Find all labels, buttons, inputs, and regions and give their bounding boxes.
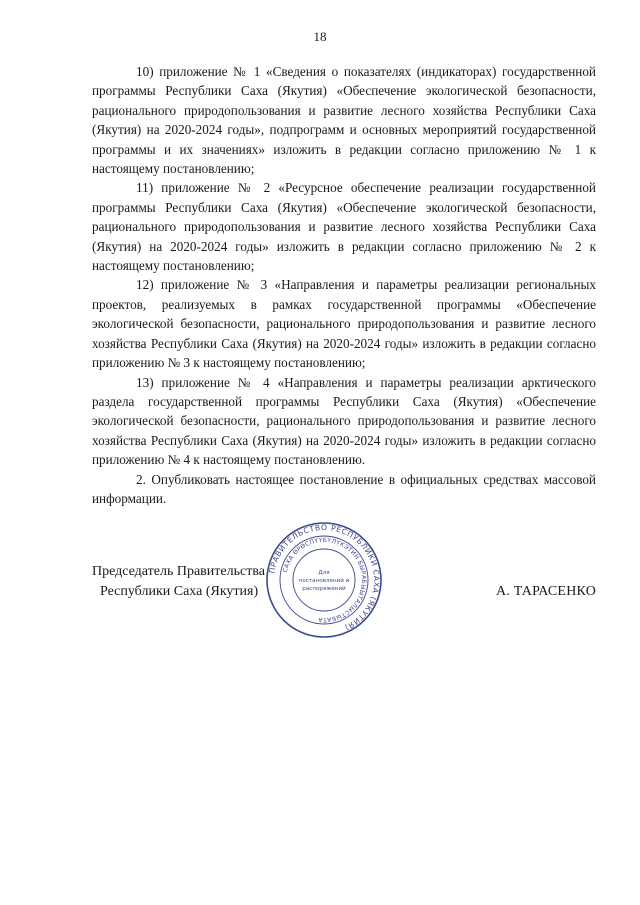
- seal-inner-text: САХА ӨРӨСПҮҮБҮЛҮКЭТИН БЫРАБЫЫТАЛЫСТЫБАТА: [281, 536, 368, 624]
- seal-center-line1: Для: [318, 570, 330, 576]
- seal-outer-text: ПРАВИТЕЛЬСТВО РЕСПУБЛИКИ САХА (ЯКУТИЯ): [267, 522, 382, 633]
- paragraph-item-11: 11) приложение № 2 «Ресурсное обеспечение реализации государственной программы Республики Саха (Якутия) «Обеспечение экологической безопасности, рационального природопользования и развитие лесного хозяйства Республики Саха (Якутия) на 2020-2024 годы» изложить в редакции согласно приложению № 2 к настоящему постановлению;: [92, 180, 596, 274]
- signatory-title-line1: Председатель Правительства: [92, 564, 265, 579]
- signatory-title-line2: Республики Саха (Якутия): [100, 583, 259, 599]
- signatory-name: А. ТАРАСЕНКО: [496, 583, 596, 599]
- seal-center-line2: постановлений и: [298, 578, 350, 584]
- paragraph-item-12: 12) приложение № 3 «Направления и параметры реализации региональных проектов, реализуемых в рамках государственной программы «Обеспечение экологической безопасности, рационального природопользования и развитие лесного хозяйства Республики Саха (Якутия) на 2020-2024 годы» изложить в редакции согласно приложению № 3 к настоящему постановлению;: [92, 277, 596, 371]
- page-number: 18: [313, 29, 327, 44]
- paragraph-publish: 2. Опубликовать настоящее постановление в официальных средствах массовой информации.: [92, 471, 596, 506]
- seal-center-line3: распоряжений: [302, 586, 346, 592]
- paragraph-item-13: 13) приложение № 4 «Направления и параметры реализации арктического раздела государственной программы Республики Саха (Якутия) «Обеспечение экологической безопасности, рационального природопользования и развитие лесного хозяйства Республики Саха (Якутия) на 2020-2024 годы» изложить в редакции согласно приложению № 4 к настоящему постановлению.: [92, 374, 596, 468]
- paragraph-item-10: 10) приложение № 1 «Сведения о показателях (индикаторах) государственной программы Республики Саха (Якутия) «Обеспечение экологической безопасности, рационального природопользования и развитие лесного хозяйства Республики Саха (Якутия) на 2020-2024 годы», подпрограмм и основных мероприятий государственной программы и их значениях» изложить в редакции согласно приложению № 1 к настоящему постановлению;: [92, 64, 596, 177]
- official-seal: [264, 520, 384, 640]
- document-body: [92, 62, 596, 508]
